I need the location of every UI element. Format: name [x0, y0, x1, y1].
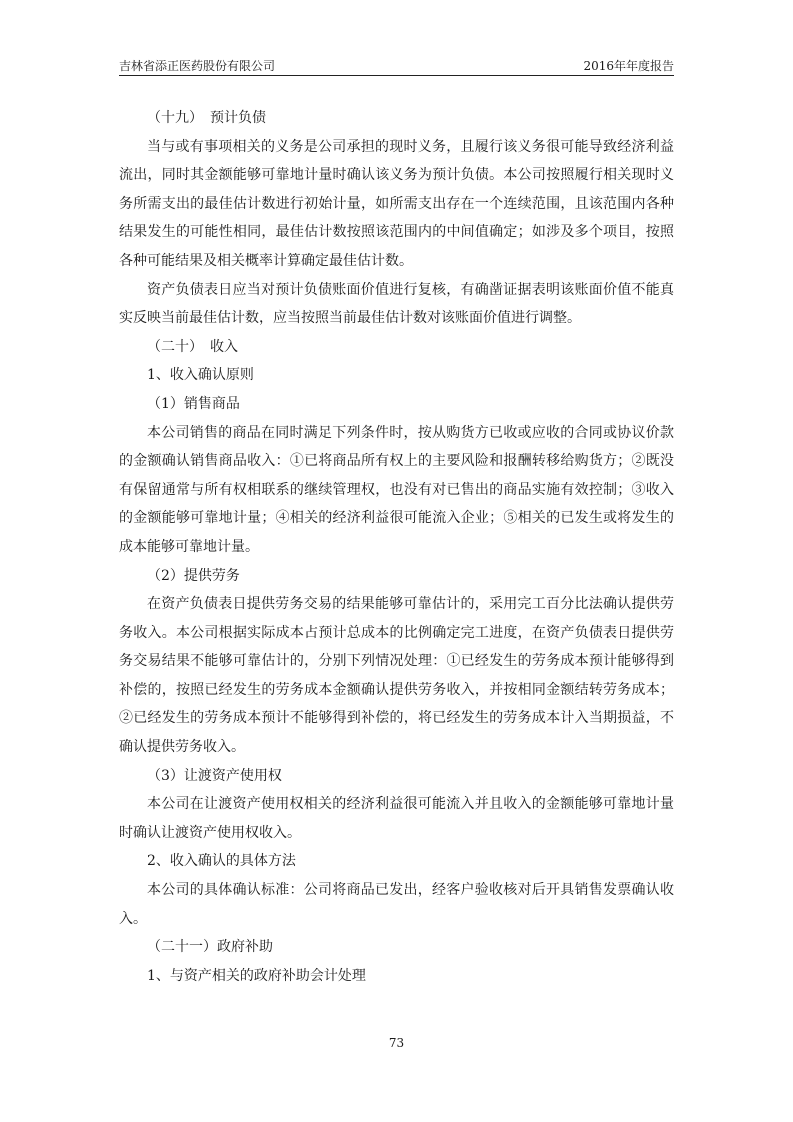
section-heading-government-grants: （二十一）政府补助 [147, 939, 273, 956]
subheading-sale-of-goods: （1）销售商品 [147, 395, 240, 412]
subheading-asset-related-grants: 1、与资产相关的政府补助会计处理 [147, 967, 366, 984]
paragraph-rendering-services: 在资产负债表日提供劳务交易的结果能够可靠估计的，采用完工百分比法确认提供劳务收入。本公司根据实际成本占预计总成本的比例确定完工进度，在资产负债表日提供劳务交易结果不能够可靠估计的，分别下列情况处理：①已经发生的劳务成本预计能够得到补偿的，按照已经发生的劳务成本金额确认提供劳务收入，并按相同金额结转劳务成本；②已经发生的劳务成本预计不能够得到补偿的，将已经发生的劳务成本计入当期损益，不确认提供劳务收入。 [119, 596, 674, 756]
paragraph-use-of-assets: 本公司在让渡资产使用权相关的经济利益很可能流入并且收入的金额能够可靠地计量时确认让渡资产使用权收入。 [119, 796, 674, 841]
paragraph-provision-recognition: 当与或有事项相关的义务是公司承担的现时义务，且履行该义务很可能导致经济利益流出，同时其金额能够可靠地计量时确认该义务为预计负债。本公司按照履行相关现时义务所需支出的最佳估计数进行初始计量，如所需支出存在一个连续范围，且该范围内各种结果发生的可能性相同，最佳估计数按照该范围内的中间值确定；如涉及多个项目，按照各种可能结果及相关概率计算确定最佳估计数。 [119, 138, 674, 269]
paragraph-specific-methods: 本公司的具体确认标准：公司将商品已发出，经客户验收核对后开具销售发票确认收入。 [119, 882, 674, 927]
section-heading-provisions: （十九） 预计负债 [147, 110, 266, 126]
section-heading-revenue: （二十） 收入 [147, 338, 238, 355]
subheading-use-of-assets: （3）让渡资产使用权 [147, 767, 282, 784]
page-header [119, 55, 674, 76]
document-body [119, 104, 674, 990]
page-number: 73 [388, 1036, 405, 1050]
header-report-title: 2016年年度报告 [583, 59, 674, 73]
subheading-specific-methods: 2、收入确认的具体方法 [147, 853, 296, 870]
subheading-revenue-principles: 1、收入确认原则 [147, 367, 254, 384]
header-company-name: 吉林省添正医药股份有限公司 [119, 59, 276, 73]
paragraph-sale-of-goods: 本公司销售的商品在同时满足下列条件时，按从购货方已收或应收的合同或协议价款的金额确认销售商品收入：①已将商品所有权上的主要风险和报酬转移给购货方；②既没有保留通常与所有权相联系的继续管理权，也没有对已售出的商品实施有效控制；③收入的金额能够可靠地计量；④相关的经济利益很可能流入企业；⑤相关的已发生或将发生的成本能够可靠地计量。 [119, 424, 674, 555]
subheading-rendering-services: （2）提供劳务 [147, 567, 240, 584]
paragraph-provision-review: 资产负债表日应当对预计负债账面价值进行复核，有确凿证据表明该账面价值不能真实反映当前最佳估计数，应当按照当前最佳估计数对该账面价值进行调整。 [119, 281, 674, 327]
